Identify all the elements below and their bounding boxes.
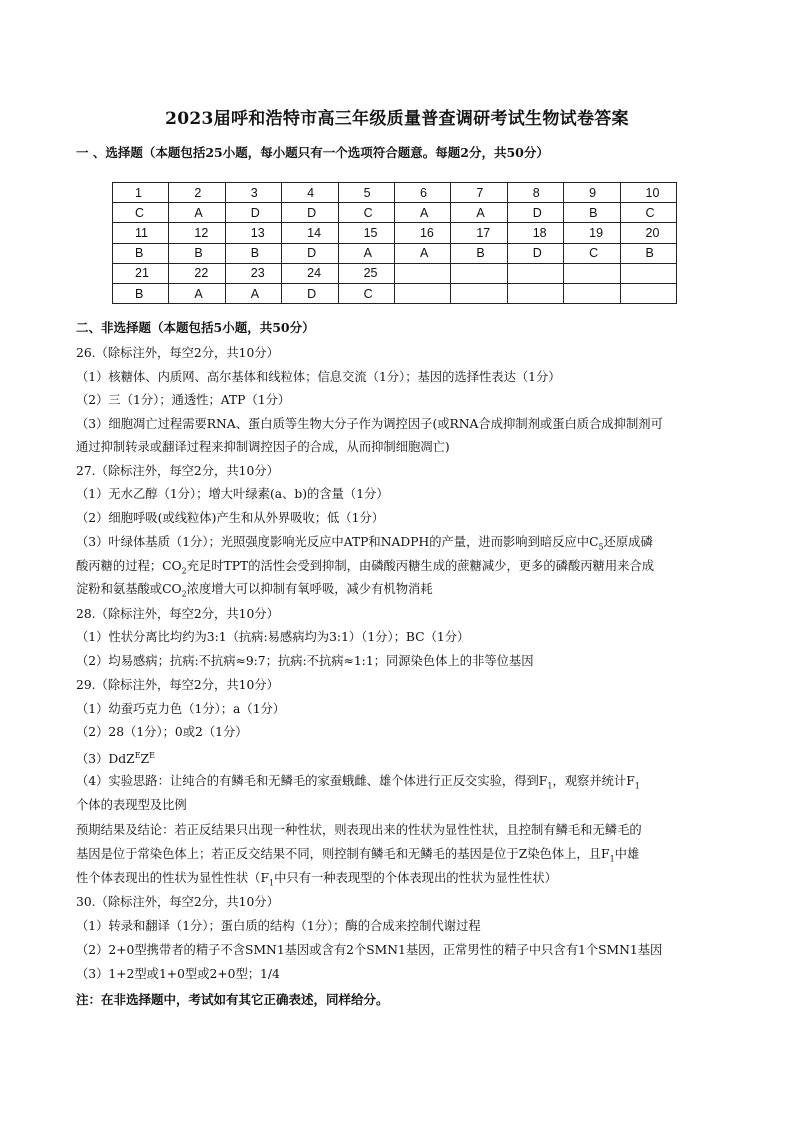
question-number-row [113,223,677,243]
table-cell: 14 [282,223,338,243]
q29-part4-line2: 个体的表现型及比例 [76,798,187,812]
table-cell [394,263,450,283]
table-cell: 3 [225,183,281,203]
table-cell: 21 [113,263,169,283]
q27-part1: （1）无水乙醇（1分）；增大叶绿素(a、b)的含量（1分） [76,487,389,501]
question-number-row [113,183,677,203]
table-cell: A [451,203,507,223]
table-cell: C [564,243,620,263]
q26-part1: （1）核糖体、内质网、高尔基体和线粒体；信息交流（1分）；基因的选择性表达（1分） [76,370,561,384]
q29-part3: $(3)DdZ^EZ^E$ [76,751,155,767]
table-cell: 19 [564,223,620,243]
table-cell: 24 [282,263,338,283]
table-cell: 7 [451,183,507,203]
q29-part2: （2）28（1分）；0或2（1分） [76,725,248,739]
table-cell: B [451,243,507,263]
answer-row [113,203,677,223]
q27-part3-line1: （3）叶绿体基质（1分）；光照强度影响光反应中ATP和NADPH的产量，进而影响到暗反应中$C_5$还原成磷 [76,535,653,552]
q27-header: 27.（除标注外，每空2分，共10分） [76,464,279,478]
table-cell: 23 [225,263,281,283]
table-cell: B [225,243,281,263]
table-cell [507,263,563,283]
page-title: 2023届呼和浩特市高三年级质量普查调研考试生物试卷答案 [165,109,629,129]
table-cell [564,263,620,283]
table-cell: A [225,283,281,303]
q26-part3-line2: 通过抑制转录或翻译过程来抑制调控因子的合成，从而抑制细胞凋亡) [76,440,450,454]
table-cell: C [113,203,169,223]
table-cell [394,283,450,303]
section-heading-multiple-choice: 一 、选择题（本题包括25小题，每小题只有一个选项符合题意。每题2分，共50分） [76,145,549,160]
table-cell [620,263,676,283]
table-cell: A [169,203,225,223]
table-cell [451,283,507,303]
table-cell: 17 [451,223,507,243]
table-cell: 11 [113,223,169,243]
table-cell: A [394,203,450,223]
answer-table [112,182,677,304]
q29-header: 29.（除标注外，每空2分，共10分） [76,678,279,692]
table-cell: 13 [225,223,281,243]
table-cell: 12 [169,223,225,243]
table-cell: 22 [169,263,225,283]
table-cell: 10 [620,183,676,203]
table-cell: D [282,283,338,303]
table-cell: B [169,243,225,263]
q29-part1: （1）幼蚕巧克力色（1分）；a（1分） [76,702,286,716]
answer-row [113,243,677,263]
table-cell [507,283,563,303]
table-cell: D [282,243,338,263]
table-cell: B [564,203,620,223]
table-cell: B [113,243,169,263]
table-cell: A [338,243,394,263]
q28-header: 28.（除标注外，每空2分，共10分） [76,607,279,621]
q27-part3-line2: 酸丙糖的过程；$CO_2$充足时TPT的活性会受到抑制，由磷酸丙糖生成的蔗糖减少，更多的磷酸丙糖用来合成 [76,559,655,576]
table-cell: B [620,243,676,263]
q30-part1: （1）转录和翻译（1分）；蛋白质的结构（1分）；酶的合成来控制代谢过程 [76,919,481,933]
table-cell: C [338,203,394,223]
table-cell [564,283,620,303]
table-cell: D [507,243,563,263]
q29-part4-line1: （4）实验思路：让纯合的有鳞毛和无鳞毛的家蚕蛾雌、雄个体进行正反交实验，得到$F_1$，观察并统计$F_1$ [76,774,640,791]
table-cell: A [394,243,450,263]
answer-row [113,283,677,303]
table-cell: 6 [394,183,450,203]
table-cell: 16 [394,223,450,243]
q30-part2: （2）2+0型携带者的精子不含SMN1基因或含有2个SMN1基因，正常男性的精子中只含有1个SMN1基因 [76,943,663,957]
q26-header: 26.（除标注外，每空2分，共10分） [76,346,279,360]
table-cell: B [113,283,169,303]
table-cell: D [225,203,281,223]
table-cell: 9 [564,183,620,203]
q26-part2: （2）三（1分）；通透性；ATP（1分） [76,393,291,407]
table-cell [620,283,676,303]
table-cell: A [169,283,225,303]
table-cell: D [282,203,338,223]
table-cell: 20 [620,223,676,243]
table-cell: 15 [338,223,394,243]
table-cell: 5 [338,183,394,203]
q28-part1: （1）性状分离比均约为3:1（抗病:易感病均为3:1）（1分）；BC（1分） [76,630,470,644]
q29-expected-line1: 预期结果及结论：若正反结果只出现一种性状，则表现出来的性状为显性性状，且控制有鳞毛和无鳞毛的 [76,823,642,837]
question-number-row [113,263,677,283]
table-cell: D [507,203,563,223]
q29-expected-line3: 性个体表现出的性状为显性性状（$F_1$中只有一种表现型的个体表现出的性状为显性性状） [76,871,557,888]
q30-part3: （3）1+2型或1+0型或2+0型；1/4 [76,967,280,981]
q27-part2: （2）细胞呼吸(或线粒体)产生和从外界吸收；低（1分） [76,511,385,525]
table-cell: C [620,203,676,223]
table-cell: 2 [169,183,225,203]
table-cell: 1 [113,183,169,203]
table-cell: 8 [507,183,563,203]
q29-expected-line2: 基因是位于常染色体上；若正反交结果不同，则控制有鳞毛和无鳞毛的基因是位于Z染色体上，且$F_1$中雄 [76,847,640,864]
q27-part3-line3: 淀粉和氨基酸或$CO_2$浓度增大可以抑制有氧呼吸，减少有机物消耗 [76,582,433,599]
table-cell: C [338,283,394,303]
q30-header: 30.（除标注外，每空2分，共10分） [76,895,279,909]
section-heading-non-choice: 二、非选择题（本题包括5小题，共50分） [76,320,315,335]
grading-note: 注：在非选择题中，考试如有其它正确表述，同样给分。 [76,992,389,1007]
q26-part3-line1: （3）细胞凋亡过程需要RNA、蛋白质等生物大分子作为调控因子(或RNA合成抑制剂或蛋白质合成抑制剂可 [76,417,663,431]
table-cell: 4 [282,183,338,203]
q28-part2: （2）均易感病；抗病:不抗病≈9:7；抗病:不抗病≈1:1；同源染色体上的非等位基因 [76,654,534,668]
table-cell: 18 [507,223,563,243]
table-cell: 25 [338,263,394,283]
table-cell [451,263,507,283]
